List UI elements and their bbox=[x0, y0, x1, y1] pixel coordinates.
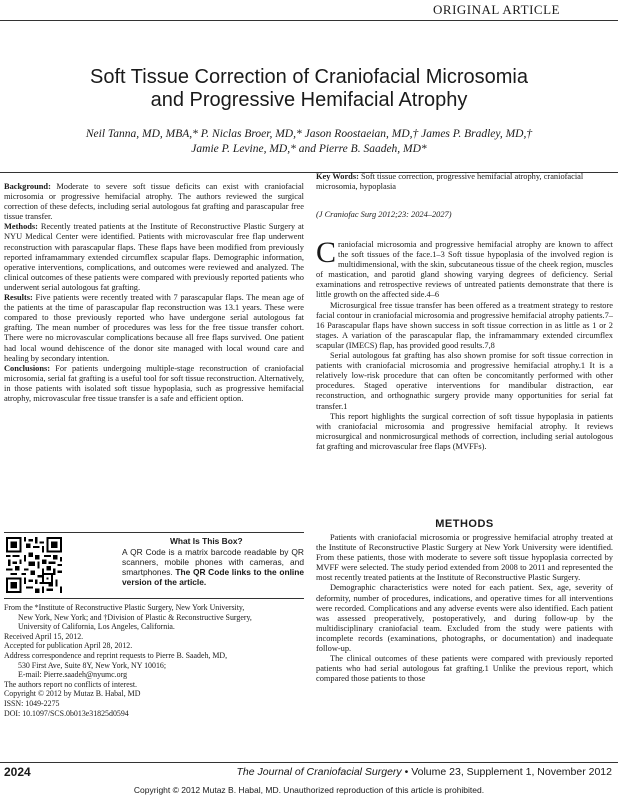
intro-paragraph-2: Microsurgical free tissue transfer has been offered as a treatment strategy to restore facial contour in craniofacial microsomia and progressive hemifacial atrophy patients.7–16 Parascapular flaps have shown success in soft tissue correction in as little as 1 or 2 stages. A variation of the parascapular flap, the inframammary extended circumflex scapular (IMECS) flap, has provided good results.7,8 bbox=[316, 300, 613, 350]
journal-issue: • Volume 23, Supplement 1, November 2012 bbox=[401, 766, 612, 778]
author-list bbox=[20, 127, 598, 157]
abstract-methods: Recently treated patients at the Institute of Reconstructive Plastic Surgery at NYU Medical Center were identified. Patients with microvascular free flap underwent reconstruction with parascapular flaps. These flaps have been modified from previously reported inframammary extended circumflex scapular flaps. Demographic information, operative interventions, complications, and outcomes were reviewed and analyzed. The clinical outcomes of these patients were compared with previously reported patients who underwent serial autologous fat grafting. bbox=[4, 222, 304, 292]
article-title bbox=[20, 66, 598, 112]
methods-section bbox=[316, 533, 613, 684]
doi[interactable]: DOI: 10.1097/SCS.0b013e31825d0594 bbox=[4, 708, 129, 718]
title-line-2: and Progressive Hemifacial Atrophy bbox=[150, 89, 468, 111]
abstract-background-label: Background: bbox=[4, 182, 51, 191]
affiliation-line-2: New York, New York; and †Division of Plastic & Reconstructive Surgery, bbox=[18, 612, 252, 622]
issn: ISSN: 1049-2275 bbox=[4, 698, 60, 708]
journal-name: The Journal of Craniofacial Surgery bbox=[236, 766, 402, 778]
keywords-text: Soft tissue correction, progressive hemifacial atrophy, craniofacial microsomia, hypoplasia bbox=[316, 172, 584, 192]
affiliation-line-3: University of California, Los Angeles, California. bbox=[18, 622, 175, 632]
abstract bbox=[4, 182, 304, 404]
correspondence-line-2: 530 First Ave, Suite 8Y, New York, NY 10016; bbox=[18, 660, 167, 670]
qr-box-text: A QR Code is a matrix barcode readable by QR scanners, mobile phones with cameras, and smartphones. The QR Code links to the online version of the article. bbox=[122, 547, 304, 587]
citation: (J Craniofac Surg 2012;23: 2024–2027) bbox=[316, 210, 452, 219]
copyright-line: Copyright © 2012 by Mutaz B. Habal, MD bbox=[4, 689, 141, 699]
correspondence-line-1: Address correspondence and reprint requests to Pierre B. Saadeh, MD, bbox=[4, 650, 228, 660]
correspondence-email: E-mail: Pierre.saadeh@nyumc.org bbox=[18, 670, 128, 680]
keywords bbox=[316, 172, 613, 192]
footnotes bbox=[4, 603, 304, 718]
intro-paragraph-3: Serial autologous fat grafting has also shown promise for soft tissue correction in patients with craniofacial microsomia and progressive hemifacial atrophy.1 It is a relatively low-risk procedure that can often be concomitantly performed with other procedures. Staged operative interventions for mandibular distraction, ear reconstruction, and orthognathic surgery provide many opportunities for serial fat transfer.1 bbox=[316, 351, 613, 411]
intro-paragraph-1: raniofacial microsomia and progressive hemifacial atrophy are known to affect the soft tissues of the face.1–3 Soft tissue hypoplasia of the involved region is multidimensional, with the skin, subcutaneous tissue of the cheek region, muscles of mastication, and parotid gland showing varying degrees of deficiency. Serial examinations and retrospective reviews of untreated patients demonstrate that there is little growth on the affected side.4–6 bbox=[316, 240, 613, 300]
footer-rule bbox=[0, 762, 618, 763]
abstract-background: Moderate to severe soft tissue deficits can exist with craniofacial microsomia or progressive hemifacial atrophy. The authors reviewed the surgical correction of these defects, including serial autologous fat grafting and parascapular free tissue transfer. bbox=[4, 182, 304, 222]
abstract-results-label: Results: bbox=[4, 293, 33, 303]
journal-info bbox=[237, 766, 612, 778]
affiliation-line-1: From the *Institute of Reconstructive Plastic Surgery, New York University, bbox=[4, 603, 245, 612]
keywords-label: Key Words: bbox=[316, 172, 359, 181]
abstract-conclusions: For patients undergoing multiple-stage reconstruction of craniofacial microsomia, serial fat grafting is a useful tool for soft tissue reconstruction. Alternatively, in those patients with isolated soft tissue hypoplasia, such as progressive hemifacial atrophy, microvascular free tissue transfer is a safe and efficient option. bbox=[4, 363, 304, 403]
introduction bbox=[316, 236, 613, 452]
accepted-date: Accepted for publication April 28, 2012. bbox=[4, 641, 133, 651]
abstract-methods-label: Methods: bbox=[4, 222, 38, 232]
received-date: Received April 15, 2012. bbox=[4, 631, 84, 641]
qr-info-box bbox=[4, 532, 304, 599]
methods-paragraph-1: Patients with craniofacial microsomia or progressive hemifacial atrophy treated at the Institute of Reconstructive Plastic Surgery at New York University were identified. From these patients, those with moderate to severe soft tissue hypoplasia corrected by MVFF were selected. The study period extended from 2008 to 2011 and represented the most recently treated patients at the Institute of Reconstructive Plastic Surgery. bbox=[316, 533, 613, 583]
conflicts-statement: The authors report no conflicts of interest. bbox=[4, 679, 138, 689]
qr-box-title: What Is This Box? bbox=[170, 536, 243, 546]
intro-paragraph-4: This report highlights the surgical correction of soft tissue hypoplasia in patients with craniofacial microsomia and progressive hemifacial atrophy. It reviews microsurgical and nonmicrosurgical methods of correction, including serial autologous fat grafting and microvascular free flaps (MVFFs). bbox=[316, 411, 613, 451]
copyright-notice: Copyright © 2012 Mutaz B. Habal, MD. Unauthorized reproduction of this article is prohibited. bbox=[133, 785, 485, 795]
qr-code-icon[interactable] bbox=[6, 537, 62, 593]
authors-line-1: Neil Tanna, MD, MBA,* P. Niclas Broer, MD,* Jason Roostaeian, MD,† James P. Bradley, MD,† bbox=[85, 128, 533, 140]
abstract-conclusions-label: Conclusions: bbox=[4, 363, 51, 373]
page-number: 2024 bbox=[4, 765, 31, 779]
top-rule bbox=[0, 20, 618, 21]
abstract-results: Five patients were recently treated with 7 parascapular flaps. The mean age of the patients at the time of parascapular flap reconstruction was 13.1 years. These were compared to those previously reported who have undergone serial autologous fat grafting. The mean number of procedures was less for the free tissue transfer cohort. There were no microvascular complications because all free flaps survived. One patient had local wound dehiscence of the donor site managed with local wound care and healing by secondary intention. bbox=[4, 293, 304, 363]
drop-cap: C bbox=[316, 236, 337, 269]
methods-paragraph-3: The clinical outcomes of these patients were compared with previously reported patients who had serial autologous fat grafting.1 Unlike the previous report, which compared those patients to those bbox=[316, 654, 613, 684]
methods-paragraph-2: Demographic characteristics were noted for each patient. Sex, age, severity of deformity, number of procedures, indications, and operative times for all interventions were recorded. Complications and any adverse events were also identified. Each patient was assessed preoperatively, postoperatively, and during follow-up by the multidisciplinary craniofacial team. Excluded from the study were patients with incomplete records (examinations, photographs, or documentation) and inadequate follow-up. bbox=[316, 583, 613, 654]
section-label: ORIGINAL ARTICLE bbox=[433, 2, 560, 17]
methods-heading: METHODS bbox=[435, 518, 494, 530]
title-line-1: Soft Tissue Correction of Craniofacial Microsomia bbox=[90, 66, 528, 88]
authors-line-2: Jamie P. Levine, MD,* and Pierre B. Saadeh, MD* bbox=[191, 143, 427, 155]
qr-box-bold-text: The QR Code links to the online version of the article. bbox=[122, 567, 304, 587]
